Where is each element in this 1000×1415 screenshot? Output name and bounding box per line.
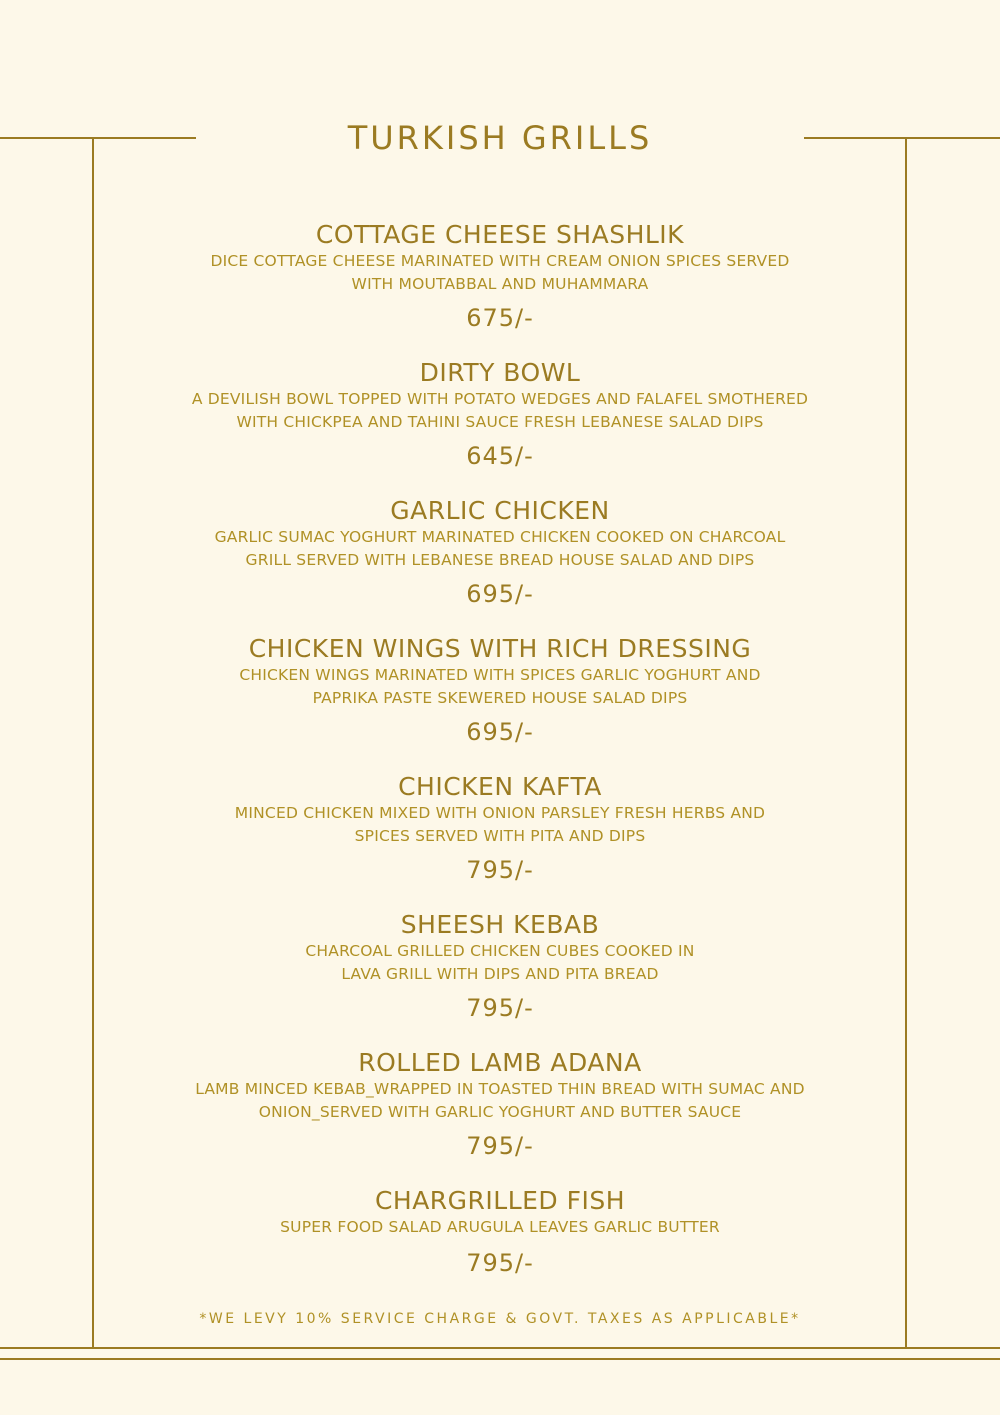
- item-description-line: DICE COTTAGE CHEESE MARINATED WITH CREAM ONION SPICES SERVED: [210, 252, 790, 270]
- item-name: ROLLED LAMB ADANA: [358, 1048, 642, 1077]
- service-charge-note: *WE LEVY 10% SERVICE CHARGE & GOVT. TAXES AS APPLICABLE*: [199, 1311, 801, 1327]
- item-description: [100, 940, 900, 986]
- bottom-rule-upper: [0, 1347, 1000, 1349]
- item-description-line: LAVA GRILL WITH DIPS AND PITA BREAD: [341, 965, 659, 983]
- item-description-line: WITH CHICKPEA AND TAHINI SAUCE FRESH LEBANESE SALAD DIPS: [236, 413, 764, 431]
- menu-title: TURKISH GRILLS: [347, 119, 653, 157]
- item-description: [100, 1078, 900, 1124]
- menu-item: [100, 220, 900, 358]
- item-price: 695/-: [466, 718, 534, 746]
- item-name: DIRTY BOWL: [419, 358, 581, 387]
- menu-item: [100, 1048, 900, 1186]
- item-price: 795/-: [466, 994, 534, 1022]
- bottom-rule-lower: [0, 1358, 1000, 1360]
- item-description-line: SUPER FOOD SALAD ARUGULA LEAVES GARLIC BUTTER: [280, 1218, 720, 1236]
- item-name: CHICKEN WINGS WITH RICH DRESSING: [248, 634, 752, 663]
- item-description-line: CHARCOAL GRILLED CHICKEN CUBES COOKED IN: [305, 942, 695, 960]
- item-name: SHEESH KEBAB: [400, 910, 600, 939]
- item-name: GARLIC CHICKEN: [390, 496, 610, 525]
- item-price: 795/-: [466, 856, 534, 884]
- item-name: CHARGRILLED FISH: [374, 1186, 626, 1215]
- item-description-line: A DEVILISH BOWL TOPPED WITH POTATO WEDGES AND FALAFEL SMOTHERED: [191, 390, 809, 408]
- item-description: [100, 664, 900, 710]
- item-name: COTTAGE CHEESE SHASHLIK: [315, 220, 685, 249]
- menu-item: [100, 1186, 900, 1324]
- item-price: 795/-: [466, 1132, 534, 1160]
- item-description-line: PAPRIKA PASTE SKEWERED HOUSE SALAD DIPS: [312, 689, 688, 707]
- item-description: [100, 1216, 900, 1239]
- menu-item: [100, 358, 900, 496]
- right-border-line: [905, 137, 907, 1349]
- item-description: [100, 802, 900, 848]
- item-description-line: GRILL SERVED WITH LEBANESE BREAD HOUSE SALAD AND DIPS: [245, 551, 755, 569]
- item-description: [100, 388, 900, 434]
- item-description-line: WITH MOUTABBAL AND MUHAMMARA: [351, 275, 649, 293]
- item-price: 695/-: [466, 580, 534, 608]
- item-description-line: MINCED CHICKEN MIXED WITH ONION PARSLEY FRESH HERBS AND: [234, 804, 766, 822]
- item-price: 795/-: [466, 1249, 534, 1277]
- item-description: [100, 250, 900, 296]
- item-price: 675/-: [466, 304, 534, 332]
- item-description-line: SPICES SERVED WITH PITA AND DIPS: [354, 827, 646, 845]
- item-description: [100, 526, 900, 572]
- menu-item: [100, 496, 900, 634]
- menu-items-list: [100, 220, 900, 1324]
- item-description-line: ONION_SERVED WITH GARLIC YOGHURT AND BUTTER SAUCE: [258, 1103, 742, 1121]
- menu-item: [100, 634, 900, 772]
- item-description-line: CHICKEN WINGS MARINATED WITH SPICES GARLIC YOGHURT AND: [239, 666, 761, 684]
- item-name: CHICKEN KAFTA: [398, 772, 602, 801]
- menu-item: [100, 772, 900, 910]
- left-border-line: [92, 137, 94, 1349]
- menu-item: [100, 910, 900, 1048]
- item-description-line: LAMB MINCED KEBAB_WRAPPED IN TOASTED THIN BREAD WITH SUMAC AND: [195, 1080, 805, 1098]
- item-price: 645/-: [466, 442, 534, 470]
- item-description-line: GARLIC SUMAC YOGHURT MARINATED CHICKEN COOKED ON CHARCOAL: [214, 528, 786, 546]
